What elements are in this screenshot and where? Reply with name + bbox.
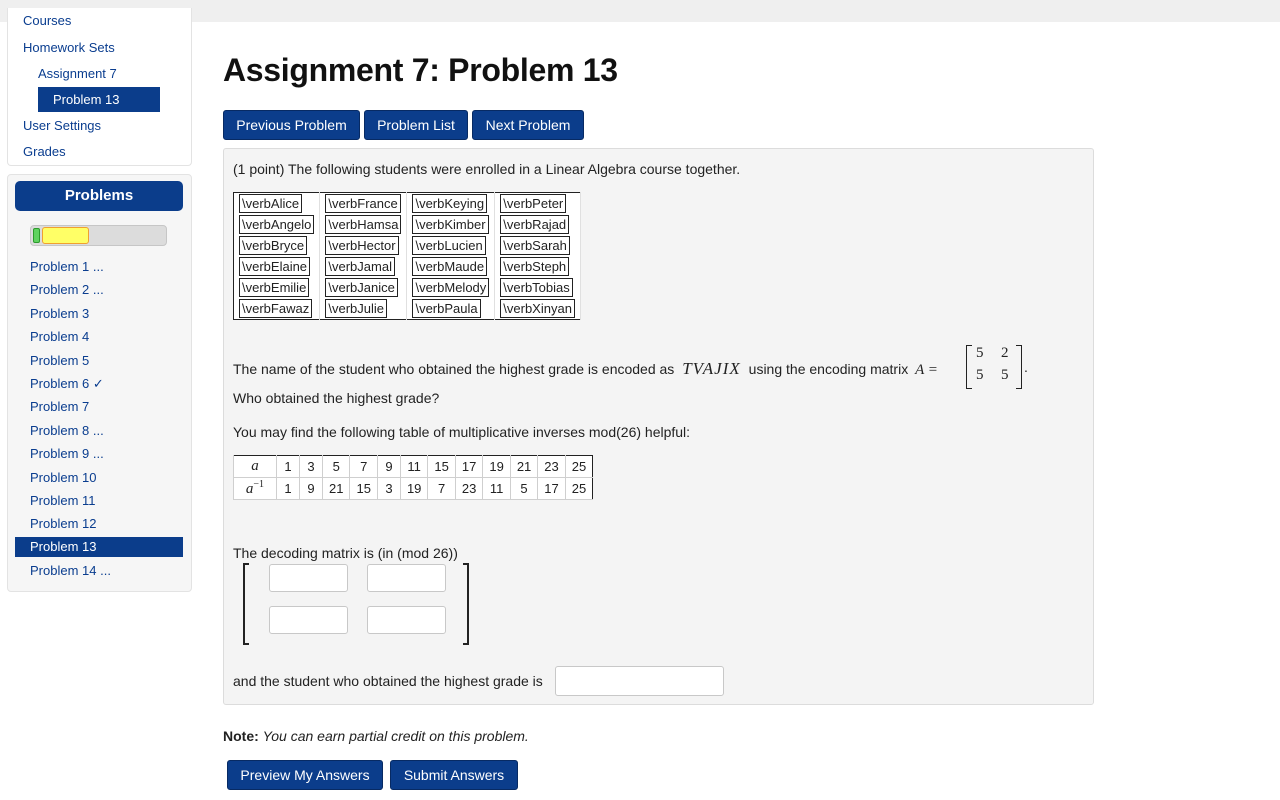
student-name: \verbAlice [239,194,302,213]
students-cell [234,256,320,277]
student-name: \verbFrance [325,194,400,213]
decoding-matrix [243,563,469,645]
student-name: \verbBryce [239,236,307,255]
problem-list-item[interactable]: Problem 12 [30,516,97,532]
student-name: \verbSteph [500,257,569,276]
question-text: Who obtained the highest grade? [233,390,440,406]
inverse-table-cell-a: 7 [350,456,377,478]
nav-user-settings-link[interactable]: User Settings [23,118,102,133]
students-cell [407,235,495,256]
encoding-matrix [966,345,1022,387]
student-name: \verbHector [325,236,398,255]
inverse-table-cell-inverse: 3 [377,478,400,500]
row-label-inverse-base: a [245,481,254,497]
students-cell [495,235,581,256]
students-row [234,214,581,235]
inverse-table-cell-inverse: 23 [455,478,482,500]
student-answer-input[interactable] [555,666,724,696]
students-cell [320,214,407,235]
decoding-entry-11[interactable] [269,564,348,592]
problem-list-item[interactable]: Problem 3 [30,305,90,321]
progress-correct-segment [33,228,40,243]
student-name: \verbJulie [325,299,387,318]
encoding-text: The name of the student who obtained the highest grade is encoded as [233,361,675,377]
student-answer-label: and the student who obtained the highest grade is [233,673,543,689]
student-name: \verbMelody [412,278,489,297]
matrix-a11: 5 [976,345,984,361]
row-label-a: a [234,456,277,478]
inverse-table-cell-inverse: 9 [300,478,323,500]
matrix-label: A = [915,362,938,378]
inverse-table-cell-inverse: 15 [350,478,377,500]
partial-credit-note [223,728,529,744]
students-cell [495,277,581,298]
inverse-table-row-a [234,456,593,478]
inverse-table-cell-inverse: 17 [538,478,565,500]
student-name: \verbRajad [500,215,569,234]
decoding-entry-22[interactable] [367,606,446,634]
problem-list-item[interactable]: Problem 8 ... [30,422,104,438]
inverse-table-cell-a: 25 [565,456,592,478]
progress-partial-segment [42,227,89,244]
problem-intro: (1 point) The following students were enrolled in a Linear Algebra course together. [233,161,741,177]
students-cell [320,298,407,320]
students-row [234,235,581,256]
students-cell [495,256,581,277]
student-name: \verbJamal [325,257,395,276]
preview-answers-button[interactable]: Preview My Answers [227,760,383,790]
inverse-table-cell-inverse: 21 [323,478,350,500]
row-label-inverse-sup: −1 [253,479,265,490]
students-cell [407,256,495,277]
encoding-matrix-text: using the encoding matrix [748,361,909,377]
inverse-table-cell-inverse: 19 [400,478,427,500]
student-name: \verbPaula [412,299,480,318]
problem-list-item[interactable]: Problem 14 ... [30,563,111,579]
student-name: \verbHamsa [325,215,401,234]
inverse-table-cell-a: 3 [300,456,323,478]
student-name: \verbFawaz [239,299,312,318]
matrix-period: . [1024,359,1028,375]
note-label: Note: [223,728,259,744]
page-title: Assignment 7: Problem 13 [223,52,618,88]
matrix-left-bracket [966,345,972,389]
students-row [234,256,581,277]
student-name: \verbElaine [239,257,310,276]
student-name: \verbKimber [412,215,488,234]
matrix-a21: 5 [976,367,984,383]
inverse-table-intro: You may find the following table of multiplicative inverses mod(26) helpful: [233,424,691,440]
student-name: \verbPeter [500,194,566,213]
inverse-table-cell-a: 5 [323,456,350,478]
students-cell [495,214,581,235]
students-cell [495,193,581,215]
encoding-statement [233,359,938,379]
inverse-table-cell-inverse: 1 [277,478,300,500]
encoded-word: TVAJIX [682,359,741,378]
decoding-right-bracket [463,563,469,645]
decoding-left-bracket [243,563,249,645]
problem-list-item[interactable]: Problem 2 ... [30,282,104,298]
inverse-table-row-inverse [234,478,593,500]
students-cell [234,235,320,256]
note-text: You can earn partial credit on this problem. [262,728,529,744]
matrix-a22: 5 [1001,367,1009,383]
students-table [233,192,581,320]
problem-list-item[interactable]: Problem 9 ... [30,446,104,462]
submit-answers-button[interactable]: Submit Answers [390,760,518,790]
matrix-a12: 2 [1001,345,1009,361]
problem-list-item[interactable]: Problem 11 [30,492,96,508]
students-cell [320,193,407,215]
inverse-table-cell-a: 21 [510,456,537,478]
matrix-right-bracket [1016,345,1022,389]
decoding-entry-12[interactable] [367,564,446,592]
student-name: \verbMaude [412,257,487,276]
students-row [234,298,581,320]
browser-top-strip [0,0,1280,28]
students-cell [320,256,407,277]
student-name: \verbEmilie [239,278,309,297]
students-cell [407,193,495,215]
inverse-table-cell-a: 15 [428,456,455,478]
student-name: \verbAngelo [239,215,314,234]
problem-list-item[interactable]: Problem 10 [30,469,97,485]
students-cell [407,214,495,235]
students-cell [407,277,495,298]
students-cell [234,214,320,235]
inverse-table-cell-inverse: 11 [483,478,510,500]
student-name: \verbJanice [325,278,397,297]
nav-courses-link[interactable]: Courses [23,13,72,28]
problem-list-item[interactable]: Problem 1 ... [30,259,104,274]
problem-list-button[interactable]: Problem List [364,110,468,140]
inverse-table-cell-inverse: 5 [510,478,537,500]
students-cell [234,193,320,215]
students-cell [320,277,407,298]
inverse-table-cell-a: 17 [455,456,482,478]
problem-list-item[interactable]: Problem 4 [30,329,90,345]
student-name: \verbKeying [412,194,487,213]
inverse-table-cell-inverse: 25 [565,478,592,500]
nav-grades-link[interactable]: Grades [23,144,66,159]
students-cell [495,298,581,320]
students-cell [320,235,407,256]
student-name: \verbSarah [500,236,570,255]
problem-list-item[interactable]: Problem 5 [30,352,90,368]
nav-homework-sets-link[interactable]: Homework Sets [23,40,115,55]
inverse-table [233,455,593,500]
students-cell [407,298,495,320]
previous-problem-button[interactable]: Previous Problem [223,110,360,140]
inverse-table-cell-a: 11 [400,456,427,478]
students-row [234,193,581,215]
students-cell [234,277,320,298]
problem-list-item[interactable]: Problem 7 [30,399,90,415]
student-name: \verbTobias [500,278,572,297]
problem-list-item[interactable]: Problem 6 ✓ [30,375,104,391]
students-row [234,277,581,298]
row-label-inverse [234,478,277,500]
inverse-table-cell-inverse: 7 [428,478,455,500]
decoding-entry-21[interactable] [269,606,348,634]
inverse-table-cell-a: 9 [377,456,400,478]
problem-list-item[interactable]: Problem 13 [15,537,183,557]
problems-panel-header: Problems [15,181,183,211]
students-cell [234,298,320,320]
problem-list [15,255,183,582]
inverse-table-cell-a: 19 [483,456,510,478]
next-problem-button[interactable]: Next Problem [472,110,584,140]
inverse-table-cell-a: 23 [538,456,565,478]
nav-current-problem[interactable]: Problem 13 [38,87,160,112]
decoding-label: The decoding matrix is (in (mod 26)) [233,545,458,561]
inverse-table-cell-a: 1 [277,456,300,478]
nav-assignment-link[interactable]: Assignment 7 [38,66,117,81]
progress-bar [30,225,167,246]
student-name: \verbLucien [412,236,485,255]
student-name: \verbXinyan [500,299,575,318]
